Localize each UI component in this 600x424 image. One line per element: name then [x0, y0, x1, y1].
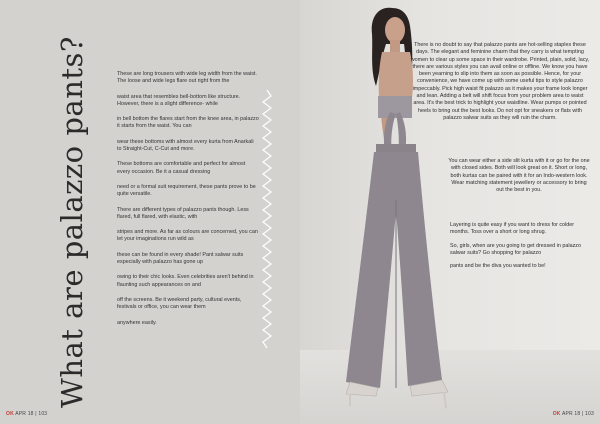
- zigzag-divider: [262, 90, 272, 350]
- paragraph: These bottoms are comfortable and perfect for almost every occasion. Be it a casual dressing: [117, 161, 246, 175]
- title-container: [52, 36, 92, 408]
- paragraph: in bell bottom the flares start from the knee area, in palazzo it starts from the waist. You can: [117, 116, 259, 130]
- brand-mark: OK: [6, 411, 14, 417]
- folio-left: [6, 411, 47, 417]
- right-page: [300, 0, 600, 424]
- paragraph: There are different types of palazzo pants though. Less flared, full flared, with elastic, with: [117, 206, 249, 220]
- paragraph: off the screens. Be it weekend party, cultural events, festivals or office, you can wear them: [117, 296, 242, 311]
- paragraph: These are long trousers with wide leg width from the waist. The loose and wide legs flare out right from the: [117, 71, 257, 85]
- article-title: What are palazzo pants?: [55, 36, 89, 408]
- right-tail-text: [450, 222, 588, 276]
- paragraph: these can be found in every shade! Pant salwar suits especially with palazzo has gone up: [117, 251, 244, 266]
- paragraph: Layering is quite easy if you want to dress for colder months. Toss over a short or long shrug.: [450, 222, 575, 236]
- paragraph: waist area that resembles bell-bottom like structure. However, there is a slight difference- while: [117, 93, 241, 107]
- paragraph: need or a formal suit requirement, these pants prove to be quite versatile.: [117, 183, 256, 198]
- paragraph: stripes and more. As far as colours are concerned, you can let your imaginations run wild as: [117, 229, 258, 243]
- right-mid-text: [448, 158, 590, 201]
- folio-text: APR 18 | 103: [15, 411, 48, 417]
- right-intro-text: [410, 42, 590, 128]
- brand-mark: OK: [552, 411, 561, 417]
- paragraph: wear these bottoms with almost every kurta from Anarkali to Straight-Cut, C-Cut and more.: [117, 138, 254, 153]
- paragraph: There is no doubt to say that palazzo pants are hot-selling staples these days. The elegant and feminine charm that they carry is what tempting women to clear up some space in their wardrobe. Printed, plain, solid, lacy, there are various styles you can avail online or offline. We know you have been yearning to slip into them as soon as possible. Hence, for your convenience, we have come up with some useful tips to style palazzo impeccably. Pick high waist fit palazzo as it makes your frame look longer and lean. Adding a belt will shift focus from your problem area to waist area. It's the best trick to highlight your waistline. Wear pumps or pointed heels to bring out the best looks. Do not opt for sneakers or flats with palazzo salwar suits as they will ruin the charm.: [410, 42, 590, 121]
- paragraph: anywhere easily.: [117, 319, 157, 326]
- paragraph: So, girls, when are you going to get dressed in palazzo salwar suits? Go shopping for palazzo: [450, 242, 581, 256]
- left-text-column: [117, 71, 259, 335]
- folio-right: [553, 411, 594, 417]
- folio-text: APR 18 | 103: [561, 411, 594, 417]
- paragraph: owing to their chic looks. Even celebrities aren't behind in flaunting such appearances on and: [117, 274, 254, 288]
- paragraph: pants and be the diva you wanted to be!: [450, 263, 546, 270]
- paragraph: You can wear either a side slit kurta with it or go for the one with closed sides. Both will look great on it. Short or long, both kurtas can be paired with it for an Indo-western look. Wear matching statement jewellery or accessory to bring out the best in you.: [448, 158, 590, 194]
